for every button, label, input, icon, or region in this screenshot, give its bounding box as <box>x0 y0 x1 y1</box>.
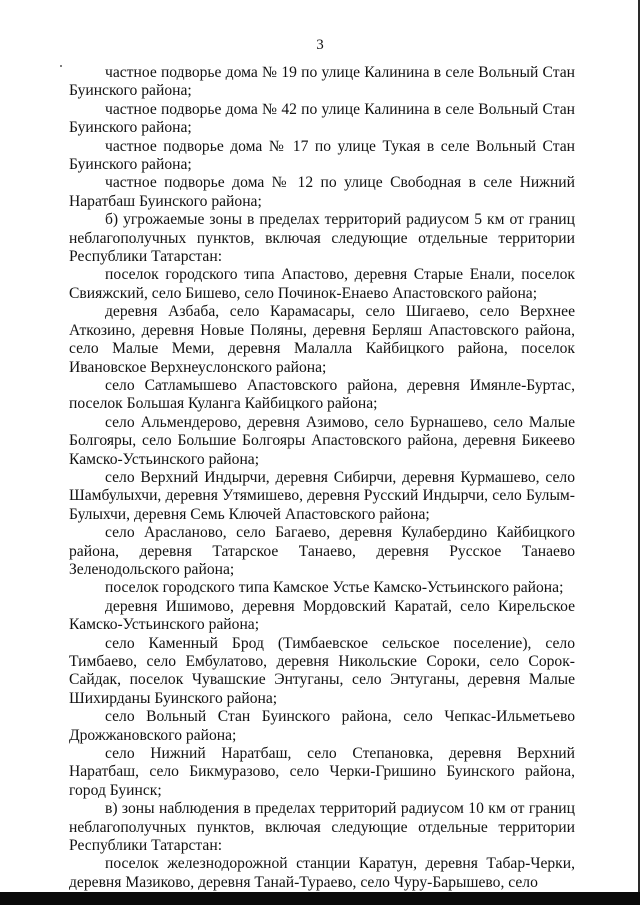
paragraph: частное подворье дома № 17 по улице Тукая в селе Вольный Стан Буинского района; <box>69 137 575 174</box>
paragraph: деревня Азбаба, село Карамасары, село Шигаево, село Верхнее Аткозино, деревня Новые Поляны, деревня Берляш Апастовского района, село Малые Меми, деревня Малалла Кайбицкого района, поселок Ивановское Верхнеуслонского района; <box>69 303 575 376</box>
paragraph: частное подворье дома № 12 по улице Свободная в селе Нижний Наратбаш Буинского района; <box>69 174 575 210</box>
paragraph: в) зоны наблюдения в пределах территорий радиусом 10 км от границ неблагополучных пунктов, включая следующие отдельные территории Республики Татарстан: <box>69 800 575 855</box>
paragraph: село Верхний Индырчи, деревня Сибирчи, деревня Курмашево, село Шамбулыхчи, деревня Утямишево, деревня Русский Индырчи, село Булым-Булыхчи, деревня Семь Ключей Апастовского района; <box>69 468 575 523</box>
paragraph: село Арасланово, село Багаево, деревня Кулабердино Кайбицкого района, деревня Татарское Танаево, деревня Русское Танаево Зеленодольского района; <box>69 524 575 578</box>
paragraph: поселок городского типа Апастово, деревня Старые Енали, поселок Свияжский, село Бишево, село Починок-Енаево Апастовского района; <box>69 266 575 302</box>
paragraph: село Каменный Брод (Тимбаевское сельское поселение), село Тимбаево, село Ембулатово, деревня Никольские Сороки, село Сорок-Сайдак, поселок Чувашские Энтуганы, село Энтуганы, деревня Малые Шихирданы Буинского района; <box>69 634 575 707</box>
paragraph: частное подворье дома № 19 по улице Калинина в селе Вольный Стан Буинского района; <box>69 64 575 100</box>
paragraph: село Сатламышево Апастовского района, деревня Имянле-Буртас, поселок Большая Куланга Кайбицкого района; <box>69 376 575 413</box>
paragraph: поселок городского типа Камское Устье Камско-Устьинского района; <box>105 579 564 597</box>
page-number: 3 <box>316 37 324 53</box>
scan-bottom-border <box>0 892 640 905</box>
document-body <box>69 64 575 892</box>
paragraph: село Альмендерово, деревня Азимово, село Бурнашево, село Малые Болгояры, село Большие Болгояры Апастовского района, деревня Бикеево Камско-Устьинского района; <box>69 413 575 468</box>
paragraph: село Нижний Наратбаш, село Степановка, деревня Верхний Наратбаш, село Бикмуразово, село Черки-Гришино Буинского района, город Буинск; <box>69 745 575 799</box>
paragraph: деревня Ишимово, деревня Мордовский Каратай, село Кирельское Камско-Устьинского района; <box>69 597 575 634</box>
paragraph: б) угрожаемые зоны в пределах территорий радиусом 5 км от границ неблагополучных пунктов, включая следующие отдельные территории Республики Татарстан: <box>69 211 575 266</box>
paragraph: село Вольный Стан Буинского района, село Чепкас-Ильметьево Дрожжановского района; <box>69 708 575 744</box>
scan-artifact <box>60 65 62 67</box>
paragraph: частное подворье дома № 42 по улице Калинина в селе Вольный Стан Буинского района; <box>69 100 575 137</box>
paragraph: поселок железнодорожной станции Каратун, деревня Табар-Черки, деревня Мазиково, деревня Танай-Тураево, село Чуру-Барышево, село <box>69 855 575 891</box>
